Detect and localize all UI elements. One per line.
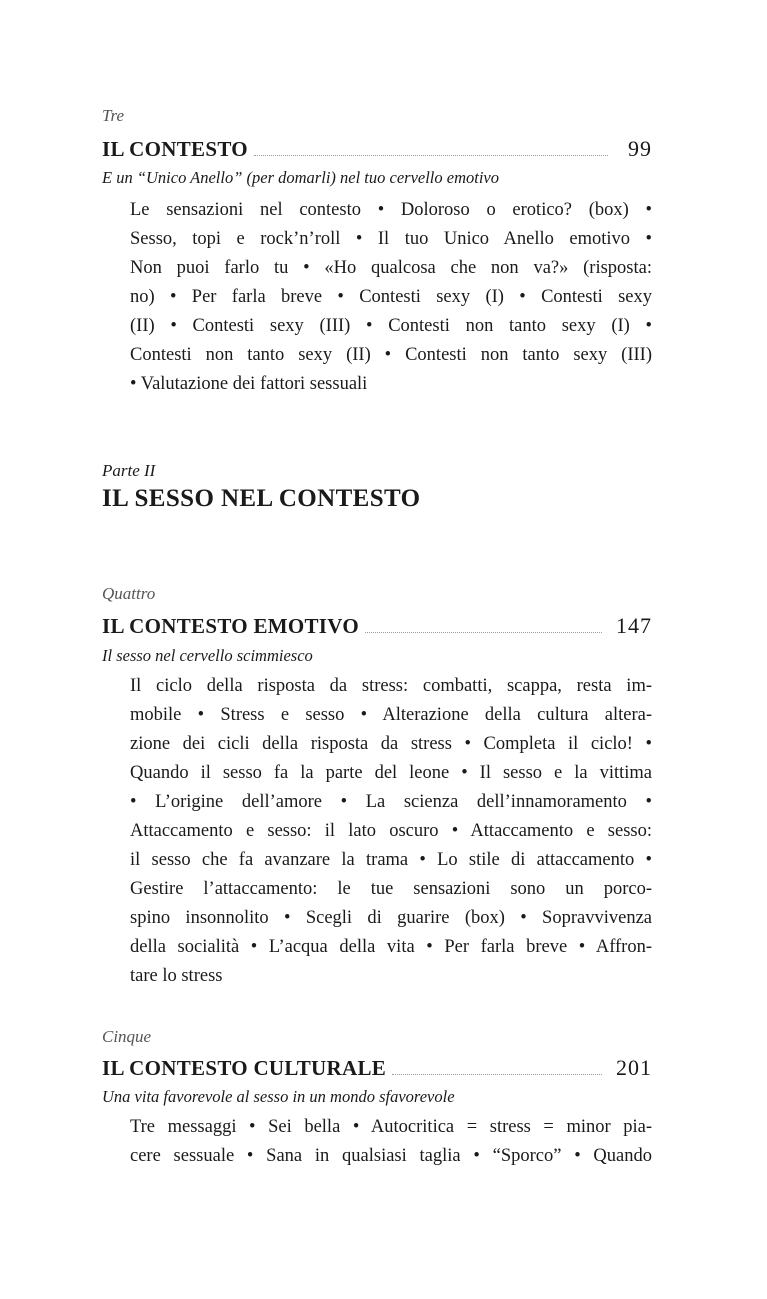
contents-line: Non puoi farlo tu • «Ho qualcosa che non va?» (risposta: — [130, 258, 652, 278]
contents-line: tare lo stress — [130, 966, 223, 986]
dot-leader — [392, 1073, 602, 1075]
chapter-title: IL CONTESTO CULTURALE — [102, 1056, 387, 1080]
contents-line: cere sessuale • Sana in qualsiasi taglia • “Sporco” • Quando — [130, 1146, 652, 1166]
contents-line: (II) • Contesti sexy (III) • Contesti non tanto sexy (I) • — [130, 316, 652, 336]
chapter-title: IL CONTESTO — [102, 137, 248, 161]
page-number: 99 — [628, 136, 652, 161]
contents-line: • Valutazione dei fattori sessuali — [130, 374, 368, 394]
contents-line: Contesti non tanto sexy (II) • Contesti non tanto sexy (III) — [130, 345, 652, 365]
chapter-contents — [130, 672, 652, 991]
contents-line: spino insonnolito • Scegli di guarire (box) • Sopravvivenza — [130, 908, 652, 928]
contents-line: Le sensazioni nel contesto • Doloroso o erotico? (box) • — [130, 200, 652, 220]
contents-line: il sesso che fa avanzare la trama • Lo stile di attaccamento • — [130, 850, 652, 870]
page-number: 147 — [616, 613, 652, 638]
toc-entry[interactable] — [102, 134, 652, 162]
contents-line: Attaccamento e sesso: il lato oscuro • Attaccamento e sesso: — [130, 821, 652, 841]
dot-leader — [254, 154, 608, 156]
chapter-contents — [130, 196, 652, 399]
part-title: IL SESSO NEL CONTESTO — [102, 485, 421, 512]
chapter-label: Cinque — [102, 1027, 152, 1046]
contents-line: no) • Per farla breve • Contesti sexy (I) • Contesti sexy — [130, 287, 652, 307]
chapter-subtitle: Una vita favorevole al sesso in un mondo sfavorevole — [102, 1087, 455, 1106]
chapter-label: Quattro — [102, 584, 156, 603]
chapter-subtitle: Il sesso nel cervello scimmiesco — [102, 646, 313, 665]
contents-line: Quando il sesso fa la parte del leone • Il sesso e la vittima — [130, 763, 652, 783]
contents-line: zione dei cicli della risposta da stress • Completa il ciclo! • — [130, 734, 652, 754]
contents-line: Il ciclo della risposta da stress: combatti, scappa, resta im- — [130, 676, 652, 696]
chapter-subtitle: E un “Unico Anello” (per domarli) nel tuo cervello emotivo — [102, 168, 499, 187]
page-number: 201 — [616, 1055, 652, 1080]
contents-line: • L’origine dell’amore • La scienza dell’innamoramento • — [130, 792, 652, 812]
chapter-title: IL CONTESTO EMOTIVO — [102, 614, 359, 638]
contents-line: Tre messaggi • Sei bella • Autocritica = stress = minor pia- — [130, 1117, 652, 1137]
chapter-label: Tre — [102, 106, 125, 125]
part-label: Parte II — [102, 461, 156, 480]
contents-line: Gestire l’attaccamento: le tue sensazioni sono un porco- — [130, 879, 652, 899]
contents-line: mobile • Stress e sesso • Alterazione della cultura altera- — [130, 705, 652, 725]
contents-line: della socialità • L’acqua della vita • Per farla breve • Affron- — [130, 937, 652, 957]
toc-entry[interactable] — [102, 611, 652, 639]
contents-line: Sesso, topi e rock’n’roll • Il tuo Unico Anello emotivo • — [130, 229, 652, 249]
toc-entry[interactable] — [102, 1053, 652, 1081]
dot-leader — [365, 631, 602, 633]
chapter-contents — [130, 1113, 652, 1171]
